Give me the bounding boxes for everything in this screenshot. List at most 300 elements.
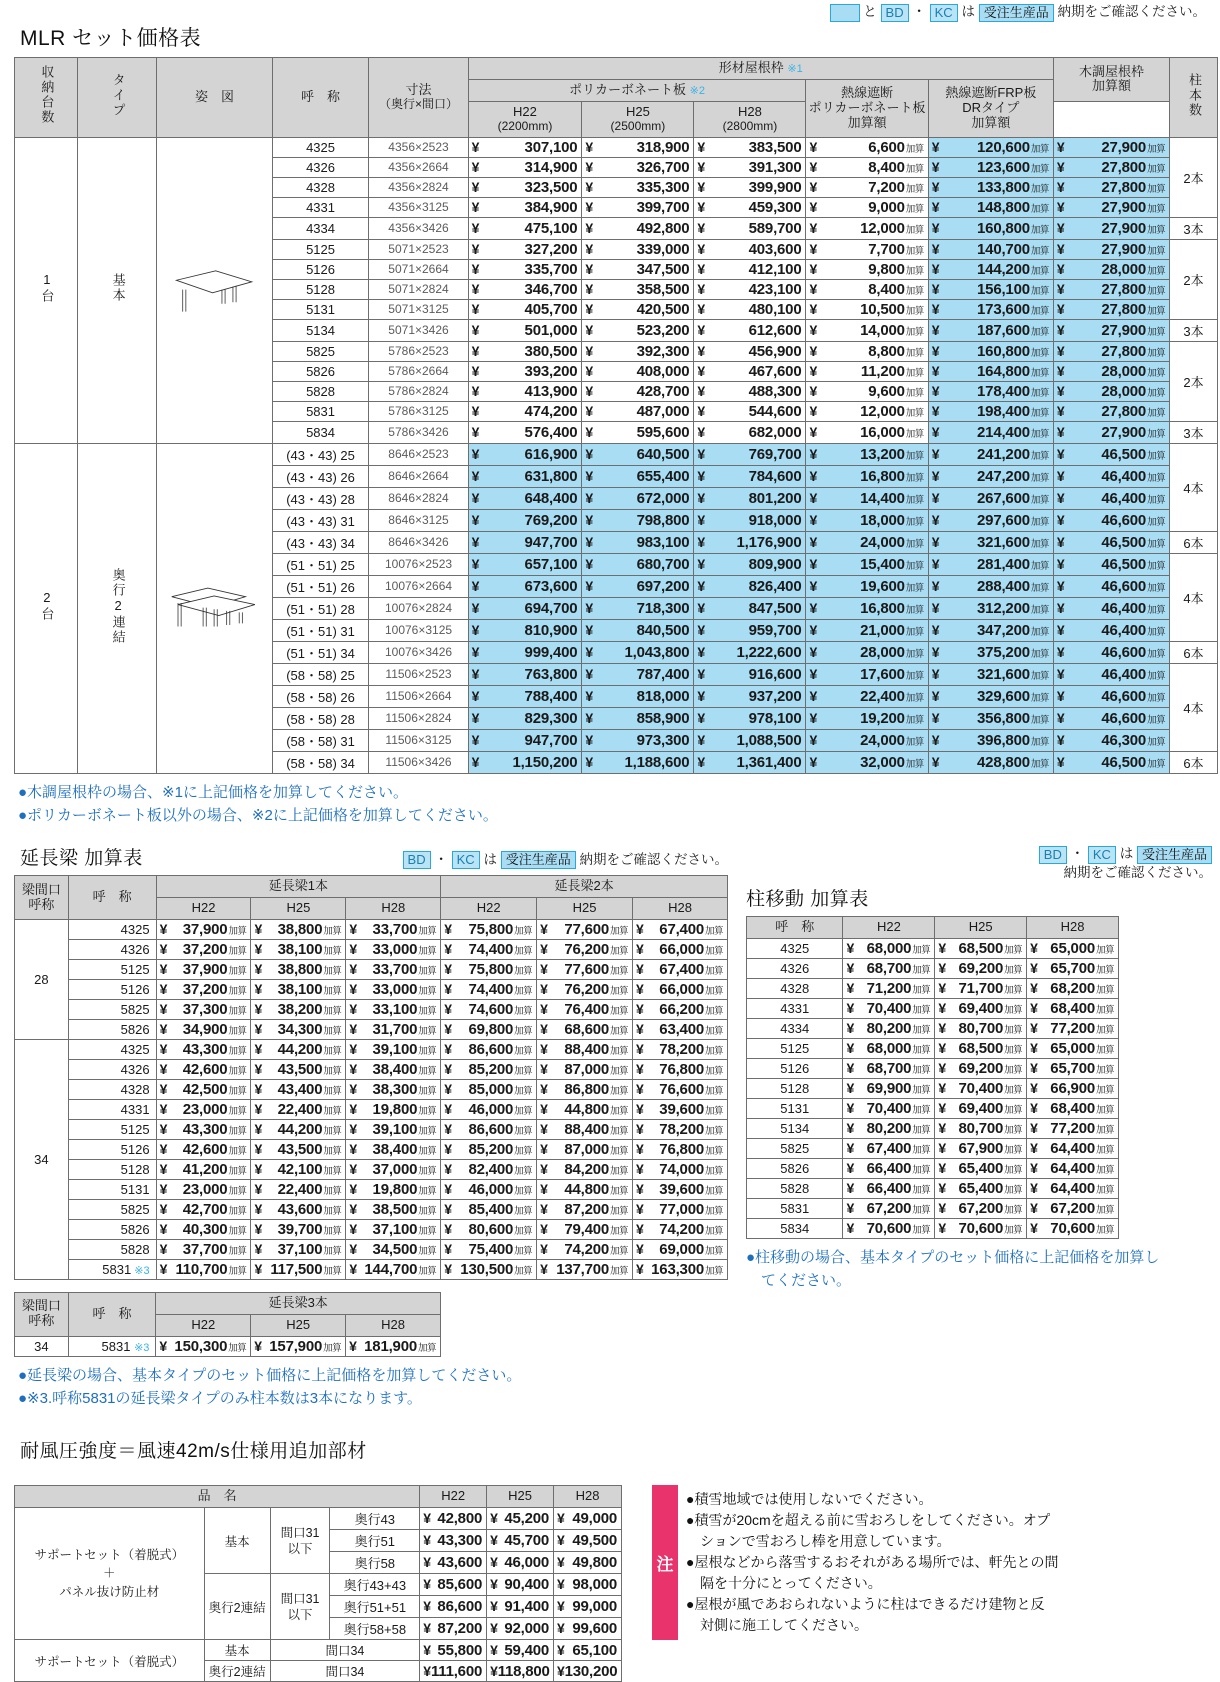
- yen-symbol: ¥: [1056, 138, 1065, 155]
- price-cell: [1027, 1138, 1119, 1158]
- price-cell: [251, 1099, 346, 1119]
- post-notice-tail: 納期をご確認ください。: [1063, 864, 1212, 880]
- yen-symbol: ¥: [846, 1119, 855, 1136]
- price-cell: [843, 1198, 935, 1218]
- price-cell: [346, 979, 441, 999]
- type-cell: [77, 137, 157, 443]
- price-value: 321,600: [977, 665, 1030, 683]
- yen-symbol: ¥: [931, 467, 940, 484]
- price-cell: [806, 575, 928, 597]
- add-suffix: 加算: [228, 1065, 247, 1077]
- ext-chip-made-to-order: 受注生産品: [501, 851, 576, 869]
- model-name-cell: (58・58) 28: [272, 707, 369, 729]
- price-value: 358,500: [636, 280, 690, 298]
- yen-symbol: ¥: [254, 980, 263, 997]
- table-row: [15, 1179, 728, 1199]
- yen-symbol: ¥: [938, 1219, 946, 1236]
- price-cell: [633, 1199, 728, 1219]
- price-value: 87,200: [564, 1200, 610, 1218]
- price-cell: [1027, 1118, 1119, 1138]
- yen-symbol: ¥: [1030, 1059, 1038, 1076]
- yen-symbol: ¥: [1056, 423, 1065, 440]
- price-value: 76,400: [564, 1000, 610, 1018]
- yen-symbol: ¥: [846, 1219, 855, 1236]
- price-cell: [694, 381, 806, 401]
- model-name-cell: 5125: [272, 239, 369, 259]
- yen-symbol: ¥: [697, 643, 706, 660]
- price-cell: [1053, 487, 1169, 509]
- price-cell: [633, 1099, 728, 1119]
- price-cell: [441, 1219, 537, 1239]
- price-cell: [468, 299, 582, 319]
- post-count-cell: 2本: [1170, 137, 1218, 217]
- price-cell: [928, 157, 1053, 177]
- model-name-cell: 5834: [272, 421, 369, 443]
- model-name: 5125: [120, 961, 150, 977]
- price-value: 818,000: [636, 687, 690, 705]
- price-value: 99,000: [572, 1598, 617, 1616]
- price-value: 44,800: [564, 1180, 610, 1198]
- add-suffix: 加算: [1030, 516, 1049, 528]
- price-value: 42,800: [437, 1510, 483, 1528]
- table-row: [747, 1098, 1119, 1118]
- price-cell: [806, 641, 928, 663]
- price-cell: [156, 1139, 251, 1159]
- yen-symbol: ¥: [444, 980, 452, 997]
- price-value: 396,800: [977, 731, 1030, 749]
- price-cell: [346, 939, 441, 959]
- price-value: 63,400: [659, 1020, 704, 1038]
- price-value: 14,000: [860, 321, 905, 339]
- b3-span-value: 34: [15, 1336, 69, 1356]
- yen-symbol: ¥: [931, 198, 940, 215]
- price-value: 28,000: [860, 643, 905, 661]
- add-suffix: 加算: [1095, 1204, 1114, 1216]
- add-suffix: 加算: [323, 925, 342, 937]
- price-value: 8,400: [868, 280, 905, 298]
- type-cell: [77, 443, 157, 773]
- header-heat-frp-l3: 加算額: [971, 114, 1011, 130]
- add-suffix: 加算: [1147, 285, 1166, 297]
- price-value: 38,400: [372, 1140, 418, 1158]
- model-name-cell: 4334: [747, 1018, 843, 1038]
- color-swatch-chip: [830, 4, 860, 22]
- price-value: 31,700: [372, 1020, 418, 1038]
- add-suffix: 加算: [1147, 224, 1166, 236]
- add-suffix: 加算: [1147, 203, 1166, 215]
- price-value: 38,800: [277, 920, 323, 938]
- model-name-cell: (43・43) 25: [272, 443, 369, 465]
- yen-symbol: ¥: [636, 1260, 644, 1277]
- price-value: 314,900: [524, 158, 578, 176]
- price-cell: [468, 217, 582, 239]
- footnote-mark-3: ※3: [131, 1264, 150, 1277]
- price-cell: [468, 619, 582, 641]
- yen-symbol: ¥: [1056, 260, 1065, 277]
- model-name: 5126: [120, 981, 150, 997]
- yen-symbol: ¥: [444, 1080, 452, 1097]
- note-line: ●木調屋根枠の場合、※1に上記価格を加算してください。: [18, 783, 408, 801]
- price-cell: [1053, 509, 1169, 531]
- price-value: 19,800: [372, 1100, 418, 1118]
- price-value: 544,600: [748, 402, 802, 420]
- yen-symbol: ¥: [540, 1200, 548, 1217]
- add-suffix: 加算: [1030, 203, 1049, 215]
- table-row: [15, 999, 728, 1019]
- yen-symbol: ¥: [931, 511, 940, 528]
- yen-symbol: ¥: [557, 1576, 565, 1593]
- yen-symbol: ¥: [490, 1620, 498, 1637]
- add-suffix: 加算: [905, 245, 924, 257]
- price-cell: [441, 1079, 537, 1099]
- yen-symbol: ¥: [809, 300, 818, 317]
- b3-footnote-mark: ※3: [134, 1341, 150, 1354]
- extension-beam-table: [14, 875, 728, 1280]
- ext-header-beam2: 延長梁2本: [441, 876, 728, 898]
- add-suffix: 加算: [905, 407, 924, 419]
- add-suffix: 加算: [905, 472, 924, 484]
- price-cell: [582, 685, 694, 707]
- price-cell: [468, 685, 582, 707]
- carport-single-figure: [167, 263, 261, 318]
- yen-symbol: ¥: [471, 511, 480, 528]
- header-h22-sub: (2200mm): [497, 118, 553, 133]
- model-name-cell: (58・58) 25: [272, 663, 369, 685]
- price-cell: [554, 1530, 622, 1552]
- price-value: 27,800: [1101, 280, 1147, 298]
- ext-header-span-l1: 梁間口: [21, 881, 61, 897]
- add-suffix: 加算: [1095, 1144, 1114, 1156]
- price-cell: [1053, 361, 1169, 381]
- price-value: 631,800: [524, 467, 578, 485]
- note-line: ●柱移動の場合、基本タイプのセット価格に上記価格を加算し: [746, 1248, 1160, 1266]
- yen-symbol: ¥: [540, 1260, 548, 1277]
- price-cell: [694, 401, 806, 421]
- yen-symbol: ¥: [159, 1120, 168, 1137]
- price-cell: [468, 531, 582, 553]
- yen-symbol: ¥: [490, 1510, 498, 1527]
- yen-symbol: ¥: [1056, 240, 1065, 257]
- price-cell: [441, 1179, 537, 1199]
- price-cell: [633, 1039, 728, 1059]
- yen-symbol: ¥: [444, 1020, 452, 1037]
- dimension-cell: 10076×2523: [369, 553, 468, 575]
- price-cell: [806, 597, 928, 619]
- header-heat-frp-l1: 熱線遮断FRP板: [945, 84, 1037, 100]
- yen-symbol: ¥: [697, 260, 706, 277]
- add-suffix: 加算: [905, 224, 924, 236]
- caution-tag: 注: [652, 1485, 678, 1640]
- model-name: 5825: [120, 1201, 150, 1217]
- add-suffix: 加算: [905, 367, 924, 379]
- model-name-cell: [68, 1119, 156, 1139]
- price-cell: [928, 575, 1053, 597]
- add-suffix: 加算: [912, 1124, 931, 1136]
- add-suffix: 加算: [1147, 648, 1166, 660]
- price-value: 27,900: [1101, 240, 1147, 258]
- yen-symbol: ¥: [938, 1179, 946, 1196]
- model-name-cell: 5131: [272, 299, 369, 319]
- dimension-cell: 10076×3125: [369, 619, 468, 641]
- price-cell: [468, 751, 582, 773]
- price-cell: [806, 487, 928, 509]
- yen-symbol: ¥: [557, 1554, 565, 1571]
- add-suffix: 加算: [1147, 143, 1166, 155]
- add-suffix: 加算: [905, 538, 924, 550]
- add-suffix: 加算: [1147, 428, 1166, 440]
- price-cell: [806, 401, 928, 421]
- yen-symbol: ¥: [931, 382, 940, 399]
- price-value: 120,600: [977, 138, 1030, 156]
- yen-symbol: ¥: [540, 920, 548, 937]
- yen-symbol: ¥: [490, 1576, 498, 1593]
- price-value: 840,500: [636, 621, 690, 639]
- yen-symbol: ¥: [846, 939, 855, 956]
- price-value: 10,500: [860, 300, 905, 318]
- dimension-cell: 4356×2664: [369, 157, 468, 177]
- yen-symbol: ¥: [809, 687, 818, 704]
- price-value: 488,300: [748, 382, 802, 400]
- price-value: 46,300: [1101, 731, 1147, 749]
- price-value: 480,100: [748, 300, 802, 318]
- yen-symbol: ¥: [557, 1641, 565, 1658]
- wind-config-cell: 奥行2連結: [204, 1574, 270, 1640]
- price-cell: [537, 1019, 633, 1039]
- footnote-mark-1: ※1: [787, 63, 803, 75]
- yen-symbol: ¥: [585, 709, 593, 726]
- post-move-block: [742, 843, 1212, 1292]
- b3-name: 5831: [101, 1338, 131, 1354]
- price-value: 33,000: [372, 980, 418, 998]
- price-cell: [420, 1596, 487, 1618]
- price-cell: [441, 1119, 537, 1139]
- price-value: 7,200: [868, 178, 905, 196]
- price-cell: [1027, 1038, 1119, 1058]
- yen-symbol: ¥: [540, 1160, 548, 1177]
- price-value: 66,000: [659, 980, 704, 998]
- price-cell: [806, 707, 928, 729]
- add-suffix: 加算: [610, 965, 629, 977]
- add-suffix: 加算: [1095, 1124, 1114, 1136]
- price-cell: [441, 1239, 537, 1259]
- price-value: 27,800: [1101, 300, 1147, 318]
- yen-symbol: ¥: [585, 643, 593, 660]
- price-cell: [633, 1079, 728, 1099]
- price-cell: [1027, 1018, 1119, 1038]
- dimension-cell: 5786×3426: [369, 421, 468, 443]
- add-suffix: 加算: [323, 1245, 342, 1257]
- price-cell: [487, 1640, 554, 1661]
- add-suffix: 加算: [704, 1005, 723, 1017]
- yen-symbol: ¥: [585, 687, 593, 704]
- price-value: 65,400: [958, 1159, 1004, 1177]
- yen-symbol: ¥: [159, 1040, 168, 1057]
- add-suffix: 加算: [1147, 736, 1166, 748]
- model-name-cell: 5831: [272, 401, 369, 421]
- price-value: 39,600: [659, 1180, 704, 1198]
- yen-symbol: ¥: [809, 445, 818, 462]
- post-notice-dot: ・: [1070, 846, 1085, 862]
- yen-symbol: ¥: [254, 920, 263, 937]
- price-value: 973,300: [636, 731, 690, 749]
- yen-symbol: ¥: [809, 342, 818, 359]
- add-suffix: 加算: [1030, 407, 1049, 419]
- yen-symbol: ¥: [1056, 321, 1065, 338]
- yen-symbol: ¥: [159, 1140, 168, 1157]
- price-value: 42,700: [182, 1200, 228, 1218]
- post-count-cell: 6本: [1170, 531, 1218, 553]
- yen-symbol: ¥: [254, 1140, 263, 1157]
- model-name-cell: (58・58) 31: [272, 729, 369, 751]
- yen-symbol: ¥: [585, 342, 593, 359]
- price-cell: [346, 1199, 441, 1219]
- add-suffix: 加算: [905, 626, 924, 638]
- price-cell: [156, 1239, 251, 1259]
- price-value: 92,000: [504, 1620, 550, 1638]
- price-cell: [843, 1218, 935, 1238]
- wind-width-cell: 間口34: [270, 1661, 420, 1682]
- price-cell: [935, 1218, 1027, 1238]
- b3-header-h22: H22: [156, 1314, 251, 1336]
- yen-symbol: ¥: [557, 1598, 565, 1615]
- header-h28: [694, 101, 806, 137]
- wind-item-name-cell: サポートセット（着脱式）: [15, 1640, 205, 1682]
- price-cell: [251, 1079, 346, 1099]
- price-cell: [806, 553, 928, 575]
- price-value: 71,200: [866, 979, 912, 997]
- price-cell: [935, 1038, 1027, 1058]
- yen-symbol: ¥: [423, 1554, 431, 1571]
- price-value: 49,000: [572, 1510, 617, 1528]
- add-suffix: 加算: [514, 1205, 533, 1217]
- yen-symbol: ¥: [471, 533, 480, 550]
- caution-line: ●積雪が20cmを超える前に雪おろしをしてください。オプ: [686, 1512, 1051, 1529]
- yen-symbol: ¥: [1030, 1139, 1038, 1156]
- yen-symbol: ¥: [540, 1100, 548, 1117]
- price-value: 160,800: [977, 219, 1030, 237]
- add-suffix: 加算: [1095, 944, 1114, 956]
- add-suffix: 加算: [1147, 538, 1166, 550]
- price-value: 86,800: [564, 1080, 610, 1098]
- wind-header-item: 品 名: [15, 1486, 420, 1508]
- add-suffix: 加算: [1095, 984, 1114, 996]
- price-value: 412,100: [748, 260, 802, 278]
- yen-symbol: ¥: [938, 939, 946, 956]
- price-value: 76,600: [659, 1080, 704, 1098]
- header-h25-label: H25: [625, 103, 650, 119]
- price-value: 69,400: [958, 999, 1004, 1017]
- table-row: [15, 1640, 622, 1661]
- dimension-cell: 8646×2523: [369, 443, 468, 465]
- price-value: 326,700: [636, 158, 690, 176]
- yen-symbol: ¥: [938, 1039, 946, 1056]
- price-cell: [1027, 938, 1119, 958]
- wind-depth-cell: 奥行58: [330, 1552, 420, 1574]
- price-cell: [935, 998, 1027, 1018]
- price-value: 37,100: [372, 1220, 418, 1238]
- yen-symbol: ¥: [1056, 467, 1065, 484]
- yen-symbol: ¥: [1056, 533, 1065, 550]
- yen-symbol: ¥: [697, 555, 706, 572]
- price-cell: [694, 707, 806, 729]
- add-suffix: 加算: [1147, 450, 1166, 462]
- table-row: [15, 1059, 728, 1079]
- wind-header-h22: H22: [420, 1486, 487, 1508]
- price-cell: [251, 959, 346, 979]
- post-header-h25: H25: [935, 916, 1027, 938]
- add-suffix: 加算: [1030, 305, 1049, 317]
- yen-symbol: ¥: [1056, 665, 1065, 682]
- price-cell: [806, 729, 928, 751]
- yen-symbol: ¥: [471, 138, 480, 155]
- add-suffix: 加算: [1147, 692, 1166, 704]
- wind-header-h28: H28: [554, 1486, 622, 1508]
- dimension-cell: 5786×2664: [369, 361, 468, 381]
- add-suffix: 加算: [418, 1205, 437, 1217]
- ext-header-b2-h25: H25: [537, 898, 633, 920]
- add-suffix: 加算: [1004, 1064, 1023, 1076]
- price-cell: [554, 1596, 622, 1618]
- price-cell: [537, 1159, 633, 1179]
- price-cell: [156, 1219, 251, 1239]
- wind-config-cell: 基本: [204, 1508, 270, 1574]
- ext-header-beam1: 延長梁1本: [156, 876, 441, 898]
- price-cell: [582, 361, 694, 381]
- yen-symbol: ¥: [697, 178, 706, 195]
- price-value: 46,600: [1101, 643, 1147, 661]
- add-suffix: 加算: [514, 1125, 533, 1137]
- price-value: 87,200: [437, 1620, 483, 1638]
- table-row: [747, 1058, 1119, 1078]
- price-cell: [468, 197, 582, 217]
- price-cell: [468, 259, 582, 279]
- price-value: 59,400: [504, 1641, 550, 1659]
- price-value: 475,100: [524, 219, 578, 237]
- yen-symbol: ¥: [540, 1020, 548, 1037]
- price-value: 1,361,400: [736, 753, 802, 771]
- price-value: 43,300: [182, 1040, 228, 1058]
- price-value: 694,700: [524, 599, 578, 617]
- price-value: 763,800: [524, 665, 578, 683]
- model-name-cell: 5826: [272, 361, 369, 381]
- add-suffix: 加算: [610, 1265, 629, 1277]
- add-suffix: 加算: [514, 1045, 533, 1057]
- yen-symbol: ¥: [697, 533, 706, 550]
- price-value: 42,600: [182, 1140, 228, 1158]
- yen-symbol: ¥: [697, 467, 706, 484]
- price-cell: [935, 938, 1027, 958]
- price-cell: [468, 137, 582, 157]
- add-suffix: 加算: [610, 1105, 629, 1117]
- price-value: 68,700: [866, 1059, 912, 1077]
- price-cell: [582, 381, 694, 401]
- price-cell: [928, 299, 1053, 319]
- price-cell: [806, 197, 928, 217]
- price-cell: [156, 959, 251, 979]
- yen-symbol: ¥: [846, 1059, 855, 1076]
- add-suffix: 加算: [323, 945, 342, 957]
- yen-symbol: ¥: [931, 621, 940, 638]
- add-suffix: 加算: [1147, 626, 1166, 638]
- header-heat-frp: [928, 79, 1053, 137]
- price-value: 44,200: [277, 1040, 323, 1058]
- model-name-cell: 5828: [272, 381, 369, 401]
- yen-symbol: ¥: [585, 753, 593, 770]
- price-value: 69,900: [866, 1079, 912, 1097]
- yen-symbol: ¥: [1056, 643, 1065, 660]
- yen-symbol: ¥: [1056, 489, 1065, 506]
- add-suffix: 加算: [1147, 582, 1166, 594]
